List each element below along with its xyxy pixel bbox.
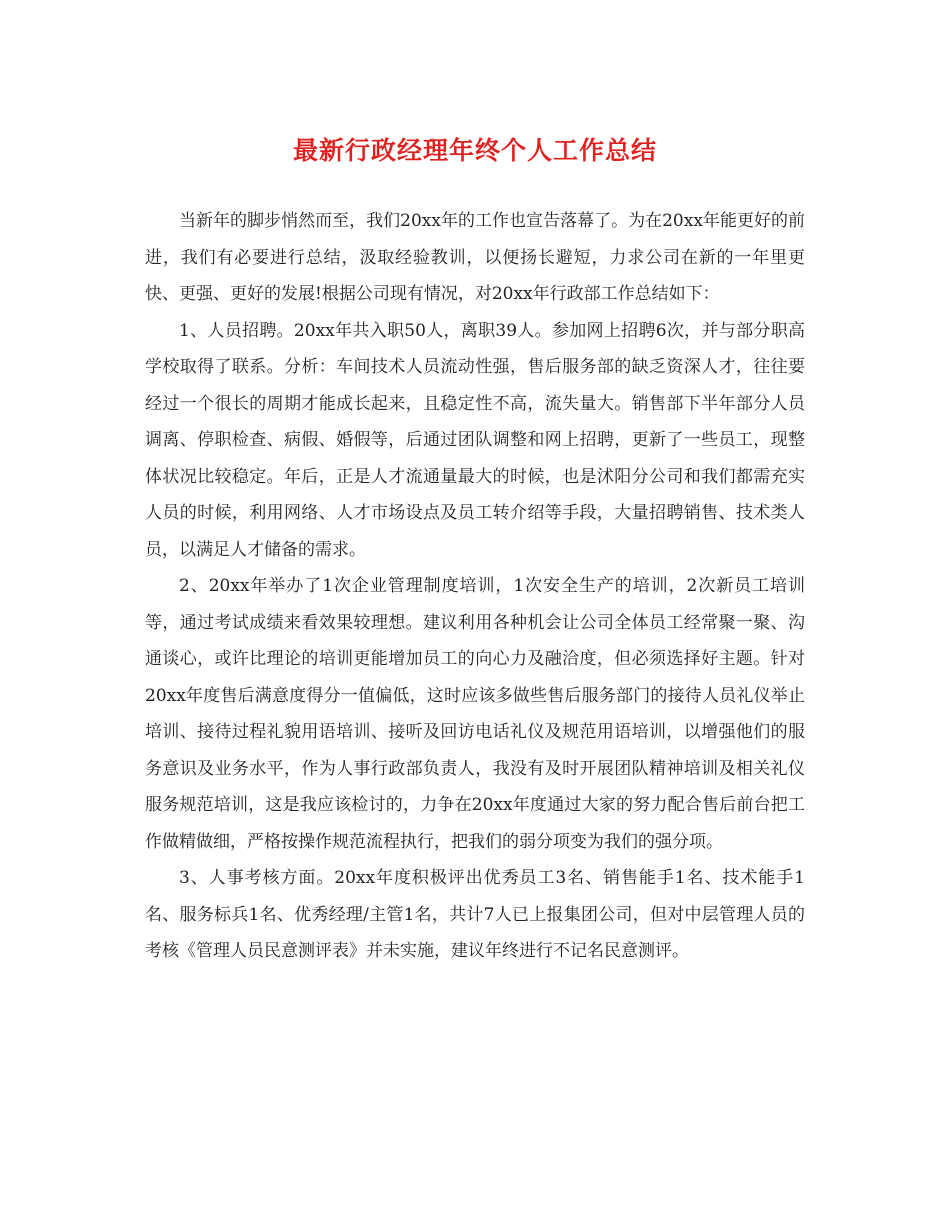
- paragraph-recruitment: 1、人员招聘。20xx年共入职50人，离职39人。参加网上招聘6次，并与部分职高学校取得了联系。分析：车间技术人员流动性强，售后服务部的缺乏资深人才，往往要经过一个很长的周期才能成长起来，且稳定性不高，流失量大。销售部下半年部分人员调离、停职检查、病假、婚假等，后通过团队调整和网上招聘，更新了一些员工，现整体状况比较稳定。年后，正是人才流通量最大的时候，也是沭阳分公司和我们都需充实人员的时候，利用网络、人才市场设点及员工转介绍等手段，大量招聘销售、技术类人员，以满足人才储备的需求。: [145, 320, 805, 560]
- document-body: [145, 203, 805, 970]
- paragraph-assessment: 3、人事考核方面。20xx年度积极评出优秀员工3名、销售能手1名、技术能手1名、服务标兵1名、优秀经理/主管1名，共计7人已上报集团公司，但对中层管理人员的考核《管理人员民意测评表》并未实施，建议年终进行不记名民意测评。: [145, 868, 805, 961]
- document-title: 最新行政经理年终个人工作总结: [292, 136, 657, 165]
- paragraph-intro: 当新年的脚步悄然而至，我们20xx年的工作也宣告落幕了。为在20xx年能更好的前进，我们有必要进行总结，汲取经验教训，以便扬长避短，力求公司在新的一年里更快、更强、更好的发展!根据公司现有情况，对20xx年行政部工作总结如下：: [145, 211, 805, 304]
- paragraph-training: 2、20xx年举办了1次企业管理制度培训，1次安全生产的培训，2次新员工培训等，通过考试成绩来看效果较理想。建议利用各种机会让公司全体员工经常聚一聚、沟通谈心，或许比理论的培训更能增加员工的向心力及融洽度，但必须选择好主题。针对20xx年度售后满意度得分一值偏低，这时应该多做些售后服务部门的接待人员礼仪举止培训、接待过程礼貌用语培训、接听及回访电话礼仪及规范用语培训，以增强他们的服务意识及业务水平，作为人事行政部负责人，我没有及时开展团队精神培训及相关礼仪服务规范培训，这是我应该检讨的，力争在20xx年度通过大家的努力配合售后前台把工作做精做细，严格按操作规范流程执行，把我们的弱分项变为我们的强分项。: [145, 576, 805, 852]
